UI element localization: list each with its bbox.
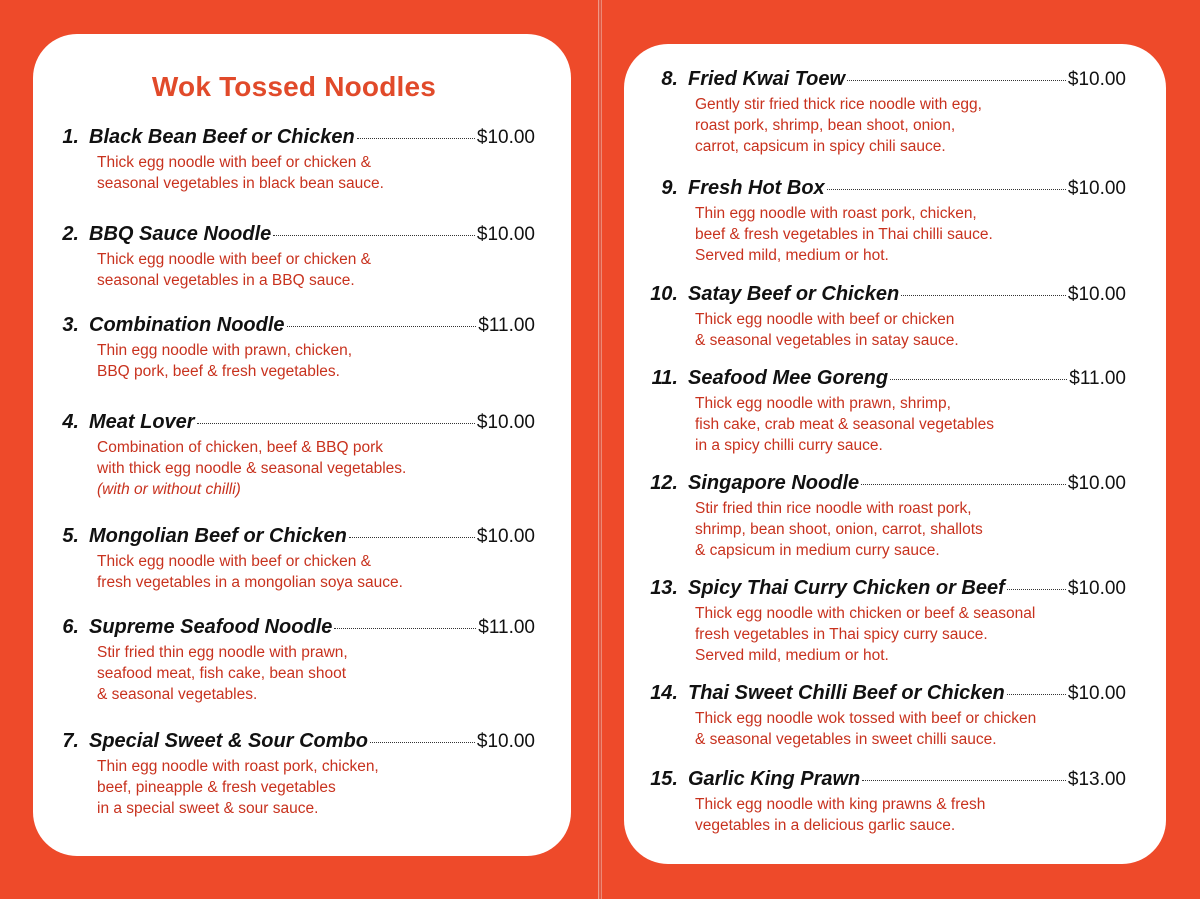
item-description <box>695 393 1126 456</box>
desc-line: Thick egg noodle with beef or chicken & <box>97 154 371 171</box>
item-name: Mongolian Beef or Chicken <box>89 525 347 547</box>
desc-line: Thick egg noodle with prawn, shrimp, <box>695 395 951 412</box>
item-description <box>97 249 535 291</box>
desc-line: & seasonal vegetables in sweet chilli sauce. <box>695 731 997 748</box>
desc-line: seasonal vegetables in black bean sauce. <box>97 175 384 192</box>
desc-line: seasonal vegetables in a BBQ sauce. <box>97 272 355 289</box>
item-price: $10.00 <box>476 224 535 245</box>
item-price: $10.00 <box>476 526 535 547</box>
item-price: $10.00 <box>1067 683 1126 704</box>
item-number: 6. <box>62 616 79 638</box>
item-description <box>695 498 1126 561</box>
menu-item <box>33 730 535 819</box>
dot-leader <box>901 295 1066 296</box>
item-price: $10.00 <box>1067 284 1126 305</box>
item-name: Singapore Noodle <box>688 472 860 494</box>
item-number: 4. <box>62 411 79 433</box>
dot-leader <box>862 780 1066 781</box>
item-description <box>97 551 535 593</box>
item-name: Meat Lover <box>89 411 195 433</box>
item-price: $10.00 <box>1067 473 1126 494</box>
menu-item <box>33 223 535 291</box>
item-number: 14. <box>650 682 678 704</box>
item-price: $11.00 <box>478 617 535 638</box>
menu-item <box>624 682 1126 750</box>
item-number: 15. <box>650 768 678 790</box>
menu-item <box>624 768 1126 836</box>
desc-line: Served mild, medium or hot. <box>695 647 889 664</box>
item-number: 13. <box>650 577 678 599</box>
item-price: $10.00 <box>476 731 535 752</box>
menu-item <box>33 411 535 500</box>
desc-line: in a spicy chilli curry sauce. <box>695 437 883 454</box>
desc-line: roast pork, shrimp, bean shoot, onion, <box>695 117 956 134</box>
item-price: $10.00 <box>476 412 535 433</box>
menu-item <box>624 68 1126 157</box>
desc-line: with thick egg noodle & seasonal vegetables. <box>97 460 407 477</box>
dot-leader <box>370 742 475 743</box>
desc-line: shrimp, bean shoot, onion, carrot, shallots <box>695 521 983 538</box>
menu-title: Wok Tossed Noodles <box>151 71 437 102</box>
desc-line: BBQ pork, beef & fresh vegetables. <box>97 363 340 380</box>
item-name: Fresh Hot Box <box>688 177 825 199</box>
item-description <box>97 437 535 500</box>
item-description <box>695 203 1126 266</box>
desc-line: vegetables in a delicious garlic sauce. <box>695 817 956 834</box>
item-number: 8. <box>661 68 678 90</box>
dot-leader <box>273 235 475 236</box>
desc-line: in a special sweet & sour sauce. <box>97 800 319 817</box>
desc-line: Thick egg noodle with king prawns & fresh <box>695 796 986 813</box>
menu-item <box>624 283 1126 351</box>
item-name: Garlic King Prawn <box>688 768 861 790</box>
item-number: 1. <box>62 126 79 148</box>
desc-line: Thick egg noodle with beef or chicken <box>695 311 955 328</box>
desc-line: fresh vegetables in a mongolian soya sauce. <box>97 574 403 591</box>
item-description <box>97 642 535 705</box>
menu-panel-left <box>33 34 571 856</box>
desc-line: fish cake, crab meat & seasonal vegetables <box>695 416 994 433</box>
desc-line: Stir fried thin rice noodle with roast pork, <box>695 500 972 517</box>
menu-item <box>624 577 1126 666</box>
desc-line: & capsicum in medium curry sauce. <box>695 542 940 559</box>
menu-item <box>624 472 1126 561</box>
desc-line: Combination of chicken, beef & BBQ pork <box>97 439 384 456</box>
item-description <box>695 309 1126 351</box>
desc-line: Thick egg noodle with beef or chicken & <box>97 553 371 570</box>
item-description <box>695 708 1126 750</box>
item-description <box>97 152 535 194</box>
item-price: $13.00 <box>1067 769 1126 790</box>
item-description <box>695 794 1126 836</box>
dot-leader <box>861 484 1066 485</box>
dot-leader <box>287 326 477 327</box>
dot-leader <box>349 537 475 538</box>
desc-line: Served mild, medium or hot. <box>695 247 889 264</box>
desc-line: beef & fresh vegetables in Thai chilli sauce. <box>695 226 993 243</box>
desc-line: carrot, capsicum in spicy chili sauce. <box>695 138 946 155</box>
dot-leader <box>847 80 1066 81</box>
desc-line: & seasonal vegetables in satay sauce. <box>695 332 959 349</box>
desc-line: Thick egg noodle with chicken or beef & seasonal <box>695 605 1036 622</box>
item-name: Black Bean Beef or Chicken <box>89 126 355 148</box>
item-price: $10.00 <box>1067 578 1126 599</box>
item-name: Supreme Seafood Noodle <box>89 616 333 638</box>
desc-line: Thick egg noodle wok tossed with beef or chicken <box>695 710 1037 727</box>
desc-line: Thin egg noodle with roast pork, chicken, <box>695 205 977 222</box>
page-fold <box>598 0 602 899</box>
item-price: $11.00 <box>478 315 535 336</box>
item-name: Special Sweet & Sour Combo <box>89 730 368 752</box>
menu-item <box>33 616 535 705</box>
menu-panel-right <box>624 44 1166 864</box>
item-number: 10. <box>650 283 678 305</box>
menu-item <box>624 177 1126 266</box>
dot-leader <box>890 379 1067 380</box>
item-name: Combination Noodle <box>89 314 285 336</box>
item-number: 7. <box>62 730 79 752</box>
desc-line: seafood meat, fish cake, bean shoot <box>97 665 347 682</box>
item-name: BBQ Sauce Noodle <box>89 223 272 245</box>
desc-note: (with or without chilli) <box>97 481 241 498</box>
dot-leader <box>1007 589 1066 590</box>
item-number: 2. <box>62 223 79 245</box>
desc-line: Thick egg noodle with beef or chicken & <box>97 251 371 268</box>
item-name: Satay Beef or Chicken <box>688 283 900 305</box>
item-number: 12. <box>650 472 678 494</box>
item-description <box>97 340 535 382</box>
item-name: Fried Kwai Toew <box>688 68 846 90</box>
desc-line: fresh vegetables in Thai spicy curry sauce. <box>695 626 988 643</box>
item-description <box>97 756 535 819</box>
item-price: $11.00 <box>1069 368 1126 389</box>
desc-line: Gently stir fried thick rice noodle with egg, <box>695 96 982 113</box>
item-price: $10.00 <box>1067 69 1126 90</box>
item-name: Seafood Mee Goreng <box>688 367 889 389</box>
menu-item <box>33 314 535 382</box>
menu-item <box>624 367 1126 456</box>
desc-line: beef, pineapple & fresh vegetables <box>97 779 336 796</box>
item-number: 5. <box>62 525 79 547</box>
item-number: 9. <box>661 177 678 199</box>
dot-leader <box>197 423 475 424</box>
item-name: Spicy Thai Curry Chicken or Beef <box>688 577 1005 599</box>
dot-leader <box>334 628 476 629</box>
desc-line: Stir fried thin egg noodle with prawn, <box>97 644 348 661</box>
menu-item <box>33 525 535 593</box>
item-price: $10.00 <box>1067 178 1126 199</box>
dot-leader <box>827 189 1066 190</box>
dot-leader <box>357 138 475 139</box>
item-price: $10.00 <box>476 127 535 148</box>
desc-line: Thin egg noodle with prawn, chicken, <box>97 342 353 359</box>
desc-line: Thin egg noodle with roast pork, chicken, <box>97 758 379 775</box>
item-number: 3. <box>62 314 79 336</box>
item-description <box>695 94 1126 157</box>
item-description <box>695 603 1126 666</box>
desc-line: & seasonal vegetables. <box>97 686 258 703</box>
menu-item <box>33 126 535 194</box>
item-number: 11. <box>651 367 678 389</box>
dot-leader <box>1007 694 1066 695</box>
item-name: Thai Sweet Chilli Beef or Chicken <box>688 682 1005 704</box>
